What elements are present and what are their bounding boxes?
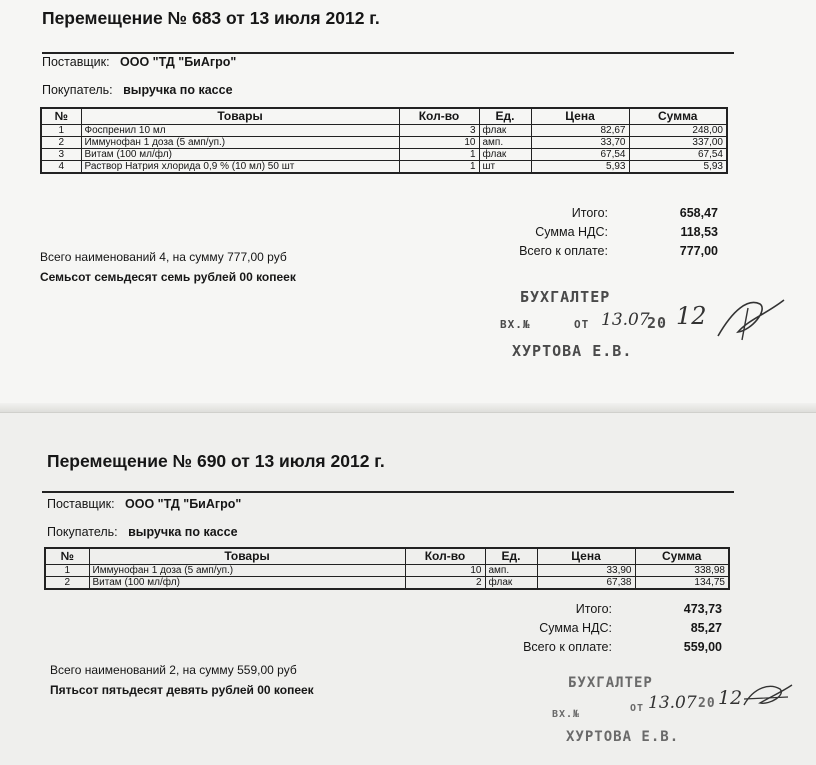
col-header-sum: Сумма: [629, 108, 727, 125]
cell-no: 1: [41, 125, 81, 137]
supplier-value: ООО "ТД "БиАгро": [120, 55, 237, 69]
supplier-label: Поставщик:: [42, 55, 110, 69]
total-label: Итого:: [571, 206, 608, 220]
document-690: [0, 412, 816, 765]
cell-unit: флак: [479, 125, 531, 137]
table-row: [41, 161, 727, 174]
stamp-from-label: ОТ: [574, 318, 590, 331]
items-summary: Всего наименований 2, на сумму 559,00 руб: [50, 663, 297, 677]
stamp-name: ХУРТОВА Е.В.: [512, 342, 633, 360]
title-underline: [42, 491, 734, 493]
cell-no: 2: [41, 137, 81, 149]
cell-price: 33,90: [537, 565, 635, 577]
cell-item: Витам (100 мл/фл): [89, 577, 405, 590]
items-summary: Всего наименований 4, на сумму 777,00 руб: [40, 250, 287, 264]
col-header-unit: Ед.: [485, 548, 537, 565]
cell-sum: 5,93: [629, 161, 727, 174]
col-header-sum: Сумма: [635, 548, 729, 565]
vat-label: Сумма НДС:: [535, 225, 608, 239]
table-row: [45, 577, 729, 590]
stamp-year-prefix: 20: [647, 314, 668, 332]
stamp-title: БУХГАЛТЕР: [520, 288, 611, 306]
table-row: [41, 137, 727, 149]
items-table: [40, 107, 728, 174]
cell-item: Иммунофан 1 доза (5 амп/уп.): [81, 137, 399, 149]
cell-unit: амп.: [485, 565, 537, 577]
stamp-in-label: ВХ.№: [552, 709, 581, 720]
stamp-name: ХУРТОВА Е.В.: [566, 729, 680, 745]
vat-value: 118,53: [680, 225, 718, 239]
supplier-value: ООО "ТД "БиАгро": [125, 497, 242, 511]
supplier-line: [47, 497, 241, 511]
table-row: [41, 125, 727, 137]
cell-price: 33,70: [531, 137, 629, 149]
handwritten-date: 13.07: [601, 310, 650, 330]
handwritten-year: 12: [718, 687, 743, 709]
table-row: [41, 149, 727, 161]
buyer-value: выручка по кассе: [123, 83, 233, 97]
cell-price: 82,67: [531, 125, 629, 137]
cell-sum: 337,00: [629, 137, 727, 149]
title-underline: [42, 52, 734, 54]
stamp-year-prefix: 20: [698, 696, 716, 711]
cell-price: 5,93: [531, 161, 629, 174]
col-header-item: Товары: [89, 548, 405, 565]
table-row: [45, 565, 729, 577]
cell-qty: 10: [399, 137, 479, 149]
stamp-in-label: ВХ.№: [500, 318, 531, 331]
supplier-line: [42, 55, 236, 69]
signature-icon: [708, 290, 788, 350]
table-header-row: [45, 548, 729, 565]
cell-qty: 1: [399, 161, 479, 174]
grand-total-value: 777,00: [679, 244, 718, 258]
total-value: 658,47: [679, 206, 718, 220]
cell-qty: 2: [405, 577, 485, 590]
handwritten-year: 12: [676, 302, 707, 330]
table-header-row: [41, 108, 727, 125]
vat-value: 85,27: [690, 621, 722, 635]
total-value: 473,73: [683, 602, 722, 616]
grand-total-label: Всего к оплате:: [519, 244, 608, 258]
col-header-qty: Кол-во: [399, 108, 479, 125]
cell-unit: амп.: [479, 137, 531, 149]
col-header-price: Цена: [531, 108, 629, 125]
cell-item: Иммунофан 1 доза (5 амп/уп.): [89, 565, 405, 577]
cell-sum: 67,54: [629, 149, 727, 161]
cell-item: Раствор Натрия хлорида 0,9 % (10 мл) 50 шт: [81, 161, 399, 174]
amount-in-words: Пятьсот пятьдесят девять рублей 00 копеек: [50, 683, 314, 697]
items-table: [44, 547, 730, 590]
grand-total-label: Всего к оплате:: [523, 640, 612, 654]
cell-unit: флак: [479, 149, 531, 161]
stamp-title: БУХГАЛТЕР: [568, 675, 653, 691]
vat-label: Сумма НДС:: [539, 621, 612, 635]
col-header-qty: Кол-во: [405, 548, 485, 565]
col-header-no: №: [41, 108, 81, 125]
cell-qty: 3: [399, 125, 479, 137]
supplier-label: Поставщик:: [47, 497, 115, 511]
cell-no: 1: [45, 565, 89, 577]
buyer-line: [47, 525, 238, 539]
cell-qty: 10: [405, 565, 485, 577]
document-title: Перемещение № 683 от 13 июля 2012 г.: [42, 8, 380, 28]
cell-unit: флак: [485, 577, 537, 590]
cell-item: Фоспренил 10 мл: [81, 125, 399, 137]
stamp-from-label: ОТ: [630, 703, 645, 714]
buyer-value: выручка по кассе: [128, 525, 238, 539]
amount-in-words: Семьсот семьдесят семь рублей 00 копеек: [40, 270, 296, 284]
cell-sum: 338,98: [635, 565, 729, 577]
cell-item: Витам (100 мл/фл): [81, 149, 399, 161]
cell-sum: 248,00: [629, 125, 727, 137]
handwritten-date: 13.07: [648, 693, 697, 713]
col-header-item: Товары: [81, 108, 399, 125]
cell-qty: 1: [399, 149, 479, 161]
buyer-label: Покупатель:: [47, 525, 118, 539]
cell-no: 4: [41, 161, 81, 174]
cell-price: 67,54: [531, 149, 629, 161]
cell-unit: шт: [479, 161, 531, 174]
col-header-no: №: [45, 548, 89, 565]
signature-icon: [740, 679, 794, 715]
buyer-label: Покупатель:: [42, 83, 113, 97]
col-header-price: Цена: [537, 548, 635, 565]
col-header-unit: Ед.: [479, 108, 531, 125]
document-title: Перемещение № 690 от 13 июля 2012 г.: [47, 451, 385, 471]
total-label: Итого:: [575, 602, 612, 616]
cell-no: 3: [41, 149, 81, 161]
grand-total-value: 559,00: [683, 640, 722, 654]
cell-price: 67,38: [537, 577, 635, 590]
buyer-line: [42, 83, 233, 97]
cell-no: 2: [45, 577, 89, 590]
cell-sum: 134,75: [635, 577, 729, 590]
